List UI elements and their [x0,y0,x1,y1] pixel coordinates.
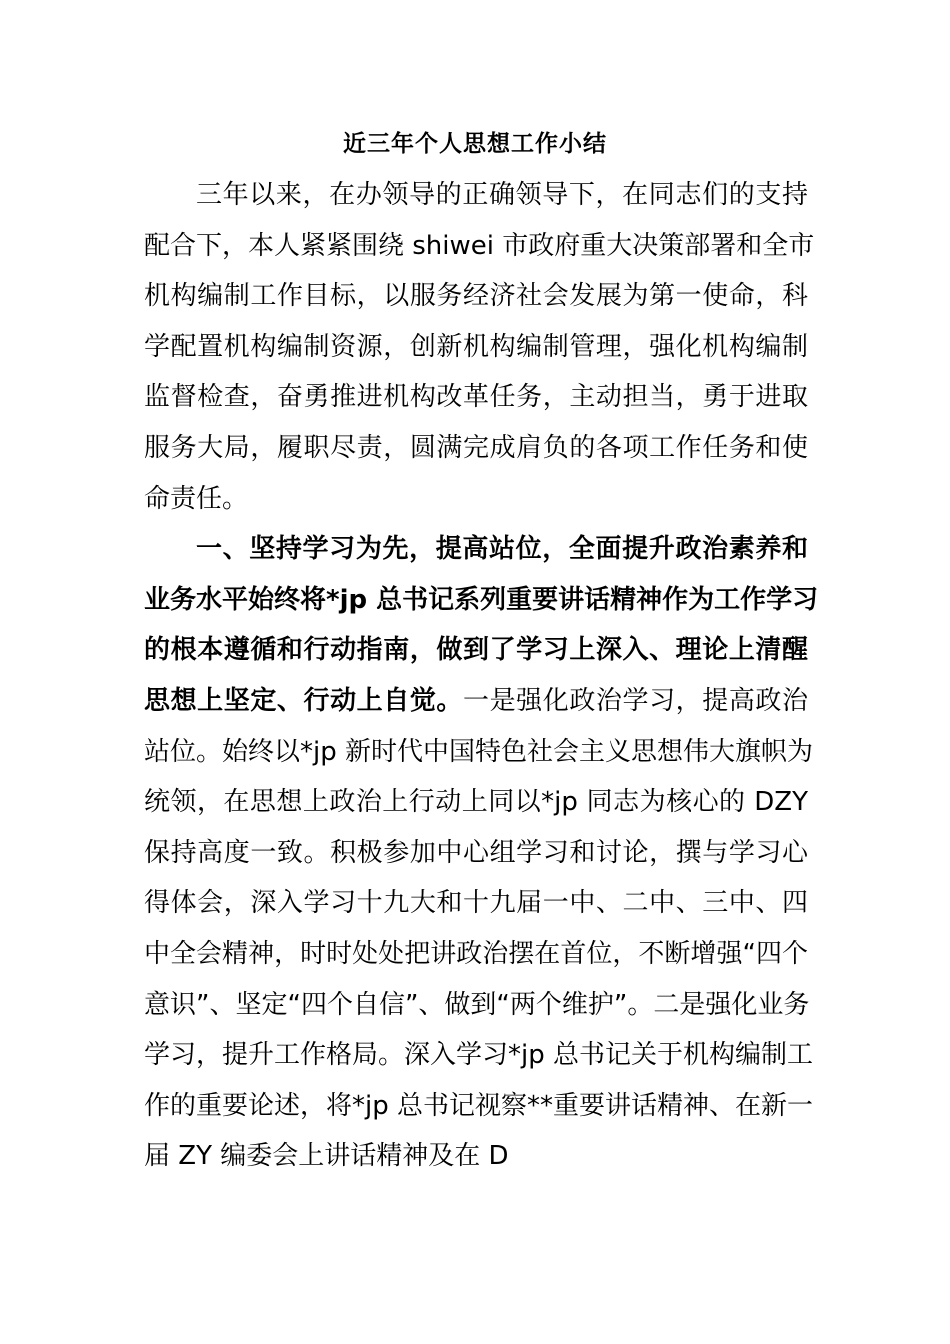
text-line: 配合下，本人紧紧围绕 shiwei 市政府重大决策部署和全市 [144,230,815,261]
section-heading-line: 一、坚持学习为先，提高站位，全面提升政治素养和 [196,534,808,565]
text-line: 统领，在思想上政治上行动上同以*jp 同志为核心的 DZY [144,787,808,818]
text-line: 学配置机构编制资源，创新机构编制管理，强化机构编制 [144,331,808,362]
text-line: 站位。始终以*jp 新时代中国特色社会主义思想伟大旗帜为 [144,736,813,767]
text-segment: 一是强化政治学习，提高政治 [463,685,808,716]
document-body [144,170,819,1182]
paragraph-intro [144,170,815,524]
text-line: 保持高度一致。积极参加中心组学习和讨论，撰与学习心 [144,837,808,868]
text-line-mixed [144,676,808,727]
text-line: 得体会，深入学习十九大和十九届一中、二中、三中、四 [144,888,808,919]
section-heading-line: 的根本遵循和行动指南，做到了学习上深入、理论上清醒 [144,635,808,666]
text-line: 学习，提升工作格局。深入学习*jp 总书记关于机构编制工 [144,1040,813,1071]
document-title: 近三年个人思想工作小结 [343,131,607,157]
text-line: 三年以来，在办领导的正确领导下，在同志们的支持 [196,180,808,210]
section-heading-line: 业务水平始终将*jp 总书记系列重要讲话精神作为工作学习 [144,584,819,615]
text-line: 中全会精神，时时处处把讲政治摆在首位，不断增强“四个 [144,938,808,969]
text-line: 监督检查，奋勇推进机构改革任务，主动担当，勇于进取 [144,382,808,413]
text-line: 意识”、坚定“四个自信”、做到“两个维护”。二是强化业务 [144,989,810,1020]
text-line: 作的重要论述，将*jp 总书记视察**重要讲话精神、在新一 [144,1090,813,1121]
paragraph-section-one [144,524,819,1182]
text-line: 命责任。 [144,483,249,514]
text-line: 服务大局，履职尽责，圆满完成肩负的各项工作任务和使 [144,432,808,463]
text-line: 届 ZY 编委会上讲话精神及在 D [144,1141,509,1172]
text-line: 机构编制工作目标，以服务经济社会发展为第一使命，科 [144,281,808,312]
section-heading-tail: 思想上坚定、行动上自觉。 [144,685,463,716]
